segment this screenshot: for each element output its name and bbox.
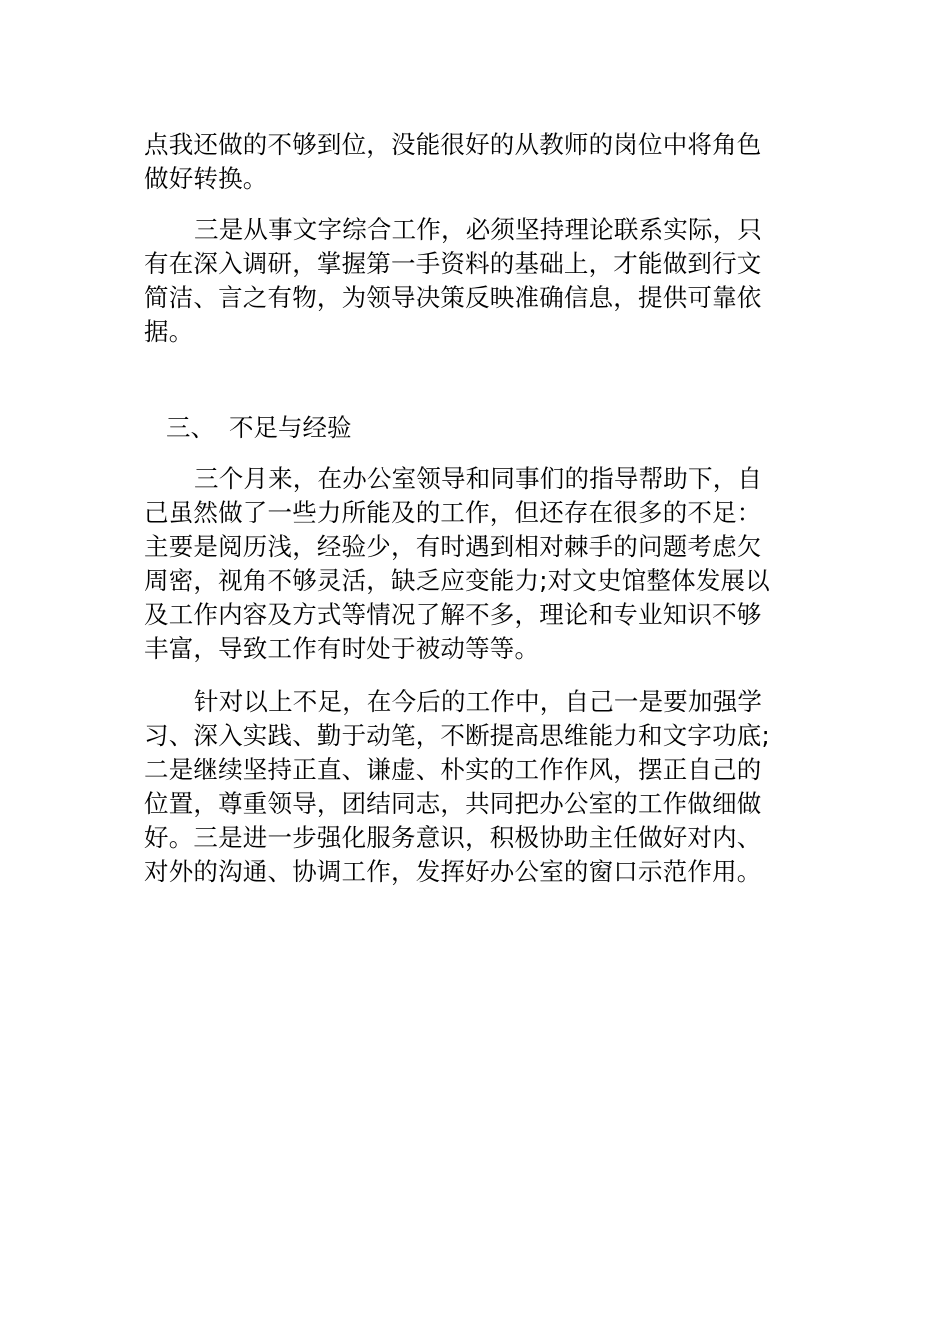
text-line: 习、深入实践、勤于动笔，不断提高思维能力和文字功底; (144, 721, 770, 750)
text-line: 有在深入调研，掌握第一手资料的基础上，才能做到行文 (144, 249, 762, 278)
text-line: 己虽然做了一些力所能及的工作，但还存在很多的不足： (144, 498, 762, 527)
section-heading (166, 411, 352, 445)
text-line: 丰富，导致工作有时处于被动等等。 (144, 634, 540, 663)
text-line: 二是继续坚持正直、谦虚、朴实的工作作风，摆正自己的 (144, 755, 762, 784)
paragraph-point-three (144, 213, 794, 349)
text-line: 对外的沟通、协调工作，发挥好办公室的窗口示范作用。 (144, 857, 762, 886)
text-line: 周密，视角不够灵活，缺乏应变能力;对文史馆整体发展以 (144, 566, 770, 595)
paragraph-improvement-plan (144, 685, 794, 889)
text-line: 针对以上不足，在今后的工作中，自己一是要加强学 (194, 687, 763, 716)
text-line: 好。三是进一步强化服务意识，积极协助主任做好对内、 (144, 823, 762, 852)
text-line: 三个月来，在办公室领导和同事们的指导帮助下，自 (194, 464, 763, 493)
text-line: 据。 (144, 317, 194, 346)
section-title: 不足与经验 (229, 413, 352, 442)
paragraph-shortcomings (144, 462, 794, 666)
text-line: 及工作内容及方式等情况了解不多，理论和专业知识不够 (144, 600, 762, 629)
text-line: 三是从事文字综合工作，必须坚持理论联系实际，只 (194, 215, 763, 244)
text-line: 主要是阅历浅，经验少，有时遇到相对棘手的问题考虑欠 (144, 532, 762, 561)
text-line: 简洁、言之有物，为领导决策反映准确信息，提供可靠依 (144, 283, 762, 312)
paragraph-continuation (144, 128, 794, 196)
section-number: 三、 (166, 413, 215, 442)
text-line: 做好转换。 (144, 164, 268, 193)
text-line: 位置，尊重领导，团结同志，共同把办公室的工作做细做 (144, 789, 762, 818)
text-line: 点我还做的不够到位，没能很好的从教师的岗位中将角色 (144, 130, 762, 159)
